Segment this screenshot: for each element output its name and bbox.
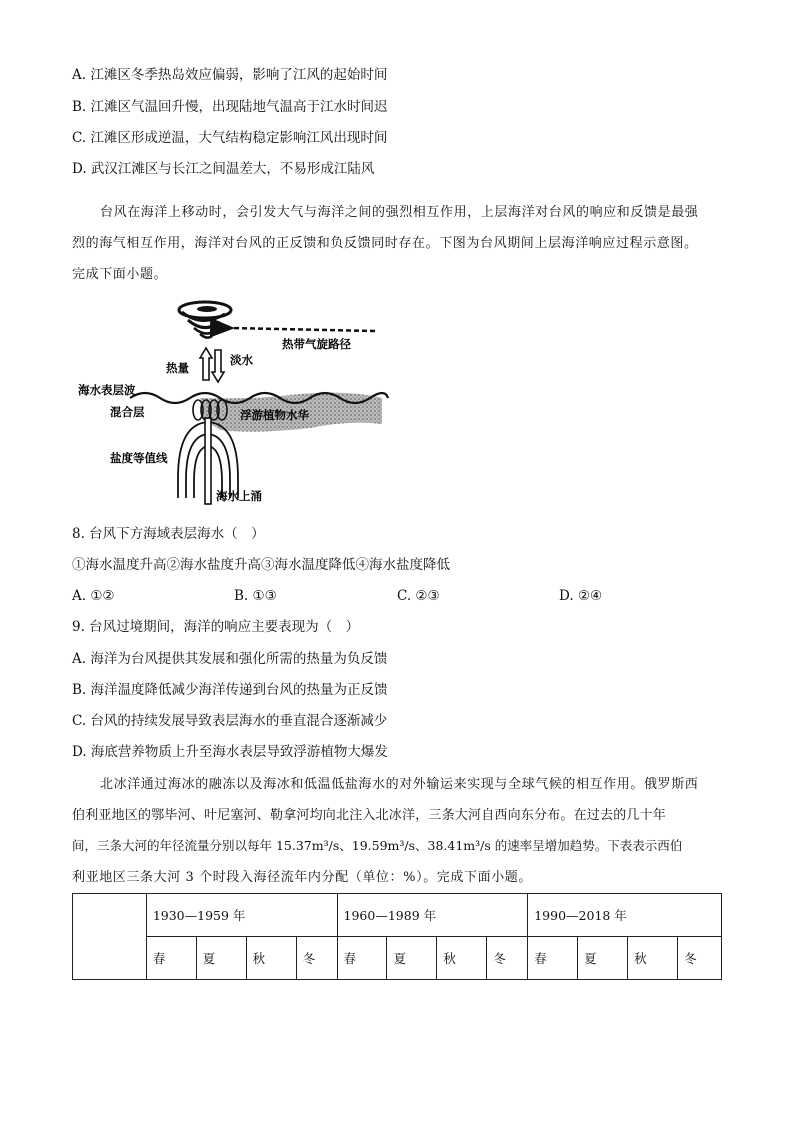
mixed-layer-label: 混合层 bbox=[110, 405, 145, 419]
season-cell: 秋 bbox=[437, 937, 487, 980]
q9-stem: 9. 台风过境期间，海洋的响应主要表现为（ ） bbox=[72, 619, 360, 635]
cyclone-path-label: 热带气旋路径 bbox=[282, 337, 351, 351]
q8-items: ①海水温度升高②海水盐度升高③海水温度降低④海水盐度降低 bbox=[72, 557, 450, 573]
q8-choice-d: D. ②④ bbox=[559, 588, 603, 604]
q7-option-a: A. 江滩区冬季热岛效应偏弱，影响了江风的起始时间 bbox=[72, 67, 388, 83]
runoff-distribution-table bbox=[72, 893, 722, 980]
heat-label: 热量 bbox=[166, 361, 189, 375]
season-cell: 夏 bbox=[578, 937, 628, 980]
period-1960-1989: 1960—1989 年 bbox=[337, 894, 528, 937]
arctic-passage-line-3: 间，三条大河的年径流量分别以每年 15.37m³/s、19.59m³/s、38.41m³/s 的速率呈增加趋势。下表表示西伯 bbox=[72, 838, 683, 853]
typhoon-passage-line-3: 完成下面小题。 bbox=[72, 267, 168, 282]
season-cell: 冬 bbox=[487, 937, 528, 980]
q8-choice-c: C. ②③ bbox=[397, 588, 440, 604]
season-cell: 冬 bbox=[678, 937, 722, 980]
salinity-label: 盐度等值线 bbox=[110, 451, 168, 465]
q9-option-c: C. 台风的持续发展导致表层海水的垂直混合逐渐减少 bbox=[72, 713, 388, 729]
typhoon-passage-line-1: 台风在海洋上移动时，会引发大气与海洋之间的强烈相互作用，上层海洋对台风的响应和反馈是最强 bbox=[100, 205, 699, 220]
season-cell: 春 bbox=[528, 937, 578, 980]
q8-choice-a: A. ①② bbox=[72, 588, 115, 604]
q9-option-d: D. 海底营养物质上升至海水表层导致浮游植物大爆发 bbox=[72, 744, 388, 760]
freshwater-down-arrow bbox=[212, 350, 224, 382]
q8-stem: 8. 台风下方海域表层海水（ ） bbox=[72, 526, 265, 542]
arctic-passage-line-4: 利亚地区三条大河 3 个时段入海径流年内分配（单位：%）。完成下面小题。 bbox=[72, 870, 532, 885]
q9-option-b: B. 海洋温度降低减少海洋传递到台风的热量为正反馈 bbox=[72, 682, 388, 698]
q8-choice-b: B. ①③ bbox=[234, 588, 277, 604]
season-cell: 冬 bbox=[296, 937, 337, 980]
season-cell: 秋 bbox=[246, 937, 296, 980]
table-corner-cell bbox=[73, 894, 147, 980]
freshwater-label: 淡水 bbox=[230, 353, 253, 367]
surface-wave-label: 海水表层波 bbox=[78, 383, 136, 397]
upwelling-column bbox=[205, 418, 211, 504]
season-cell: 夏 bbox=[387, 937, 437, 980]
season-cell: 夏 bbox=[196, 937, 246, 980]
arctic-passage-line-2: 伯利亚地区的鄂毕河、叶尼塞河、勒拿河均向北注入北冰洋，三条大河自西向东分布。在过去的几十年 bbox=[72, 808, 667, 823]
q7-option-d: D. 武汉江滩区与长江之间温差大，不易形成江陆风 bbox=[72, 161, 375, 177]
q9-option-a: A. 海洋为台风提供其发展和强化所需的热量为负反馈 bbox=[72, 651, 388, 667]
ocean-response-diagram bbox=[70, 298, 400, 508]
typhoon-icon bbox=[179, 302, 231, 338]
q7-option-c: C. 江滩区形成逆温，大气结构稳定影响江风出现时间 bbox=[72, 130, 388, 146]
period-1930-1959: 1930—1959 年 bbox=[146, 894, 337, 937]
plankton-label: 浮游植物水华 bbox=[240, 408, 309, 422]
period-1990-2018: 1990—2018 年 bbox=[528, 894, 722, 937]
season-cell: 春 bbox=[337, 937, 387, 980]
upwelling-label: 海水上涌 bbox=[216, 489, 262, 503]
season-cell: 春 bbox=[146, 937, 196, 980]
cyclone-path-arrow bbox=[230, 328, 375, 331]
q7-option-b: B. 江滩区气温回升慢，出现陆地气温高于江水时间迟 bbox=[72, 99, 388, 115]
arctic-passage-line-1: 北冰洋通过海冰的融冻以及海冰和低温低盐海水的对外输运来实现与全球气候的相互作用。俄罗斯西 bbox=[100, 777, 699, 792]
typhoon-passage-line-2: 烈的海气相互作用，海洋对台风的正反馈和负反馈同时存在。下图为台风期间上层海洋响应过程示意图。 bbox=[72, 236, 698, 251]
heat-up-arrow bbox=[200, 348, 212, 380]
table-header-row bbox=[73, 894, 722, 937]
table-season-row bbox=[73, 937, 722, 980]
season-cell: 秋 bbox=[628, 937, 678, 980]
